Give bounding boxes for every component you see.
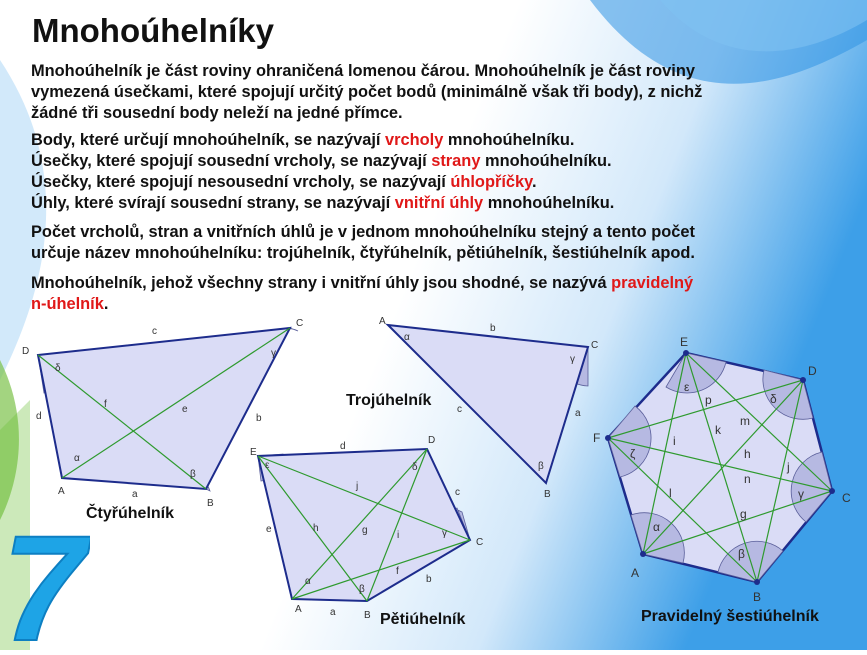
hex-diagonal-m-label: m [740,414,750,428]
quad-diagonal-e-label: e [182,404,188,415]
pent-angle-delta: δ [412,462,418,473]
tri-angle-gamma: γ [570,354,575,365]
tri-side-b: b [490,323,496,334]
quad-angle-alpha: α [74,453,80,464]
text-line: vymezená úsečkami, které spojují určitý počet bodů (minimálně však tři body), z nichž [31,83,703,101]
tri-angle-alpha: α [404,332,410,343]
quad-vertex-B: B [207,498,214,509]
pent-diagonal-i-label: i [397,530,400,541]
hex-vertex-D: D [808,364,817,378]
hex-diagonal-h-label: h [744,447,751,461]
text-line: Úhly, které svírají sousední strany, se nazývají vnitřní úhly mnohoúhelníku. [31,194,615,212]
pent-vertex-E: E [250,447,257,458]
hex-vertex-C: C [842,491,851,505]
pent-side-d: d [340,441,346,452]
hex-angle-gamma: γ [798,487,804,501]
term-vertices: vrcholy [385,131,444,149]
text-line: n-úhelník. [31,295,109,313]
hex-angle-alpha: α [653,520,660,534]
pent-diagonal-g-label: g [362,525,368,536]
pent-vertex-A: A [295,604,302,615]
hex-diagonal-i-label: i [673,434,676,448]
hex-diagonal-n-label: n [744,472,751,486]
hex-diagonal-k-label: k [715,423,721,437]
quad-diagonal-f-label: f [104,399,107,410]
tri-vertex-B: B [544,489,551,500]
tri-vertex-C: C [591,340,599,351]
term-interior-angles: vnitřní úhly [394,194,484,212]
pent-angle-beta: β [359,584,365,595]
tri-angle-beta: β [538,461,544,472]
page-title: Mnohoúhelníky [32,12,274,49]
caption-pentagon: Pětiúhelník [380,611,466,628]
hex-diagonal-j-label: j [787,460,790,474]
caption-quadrilateral: Čtyřúhelník [86,505,175,522]
pent-side-a: a [330,607,336,618]
text-line: Body, které určují mnohoúhelník, se nazývají vrcholy mnohoúhelníku. [31,131,575,149]
caption-regular-polygon: Pravidelný šestiúhelník [641,608,819,625]
hex-angle-epsilon: ε [684,380,690,394]
hex-vertex-E: E [680,335,689,349]
text-line: určuje název mnohoúhelníku: trojúhelník, čtyřúhelník, pětiúhelník, šestiúhelník apod. [31,244,695,262]
pent-angle-alpha: α [305,576,311,587]
hex-vertex-A: A [631,566,640,580]
text-line: Mnohoúhelník, jehož všechny strany i vnitřní úhly jsou shodné, se nazývá pravidelný [31,274,694,292]
hex-diagonal-l-label: l [669,486,672,500]
hex-vertex-B: B [753,590,762,604]
text-line: žádné tři sousední body neleží na jedné přímce. [31,104,403,122]
pent-angle-gamma: γ [442,528,447,539]
quad-vertex-C: C [296,318,304,329]
quad-vertex-D: D [22,346,30,357]
term-n-gon: n-úhelník [31,295,104,313]
quad-side-b: b [256,413,262,424]
pent-side-e: e [266,524,272,535]
tri-side-c: c [457,404,462,415]
hex-diagonal-p-label: p [705,393,712,407]
quad-vertex-A: A [58,486,65,497]
tri-vertex-A: A [379,316,386,327]
caption-triangle: Trojúhelník [346,392,432,409]
text-line: Mnohoúhelník je část roviny ohraničená lomenou čárou. Mnohoúhelník je část roviny [31,62,695,80]
term-sides: strany [431,152,481,170]
pent-diagonal-f-label: f [396,566,399,577]
hex-vertex-F: F [593,431,601,445]
quad-side-a: a [132,489,138,500]
hex-angle-beta: β [738,547,745,561]
quad-side-d: d [36,411,42,422]
pent-angle-epsilon: ε [265,460,270,471]
pent-side-b: b [426,574,432,585]
pent-vertex-D: D [428,435,436,446]
pent-diagonal-h-label: h [313,523,319,534]
text-line: Úsečky, které spojují sousední vrcholy, se nazývají strany mnohoúhelníku. [31,152,612,170]
hex-angle-delta: δ [770,392,777,406]
pent-diagonal-j-label: j [356,481,359,492]
quad-angle-gamma: γ [271,348,276,359]
hex-diagonal-g-label: g [740,507,747,521]
hex-angle-zeta: ζ [630,447,636,461]
pent-vertex-C: C [476,537,484,548]
text-line: Úsečky, které spojují nesousední vrcholy, se nazývají úhlopříčky. [31,173,537,191]
quad-angle-beta: β [190,469,196,480]
quad-angle-delta: δ [55,363,61,374]
quad-side-c: c [152,326,157,337]
numeral-seven: 7 [2,525,86,655]
tri-side-a: a [575,408,581,419]
pent-vertex-B: B [364,610,371,621]
term-regular: pravidelný [611,274,694,292]
pent-side-c: c [455,487,460,498]
term-diagonals: úhlopříčky [450,173,533,191]
text-line: Počet vrcholů, stran a vnitřních úhlů je v jednom mnohoúhelníku stejný a tento počet [31,223,695,241]
